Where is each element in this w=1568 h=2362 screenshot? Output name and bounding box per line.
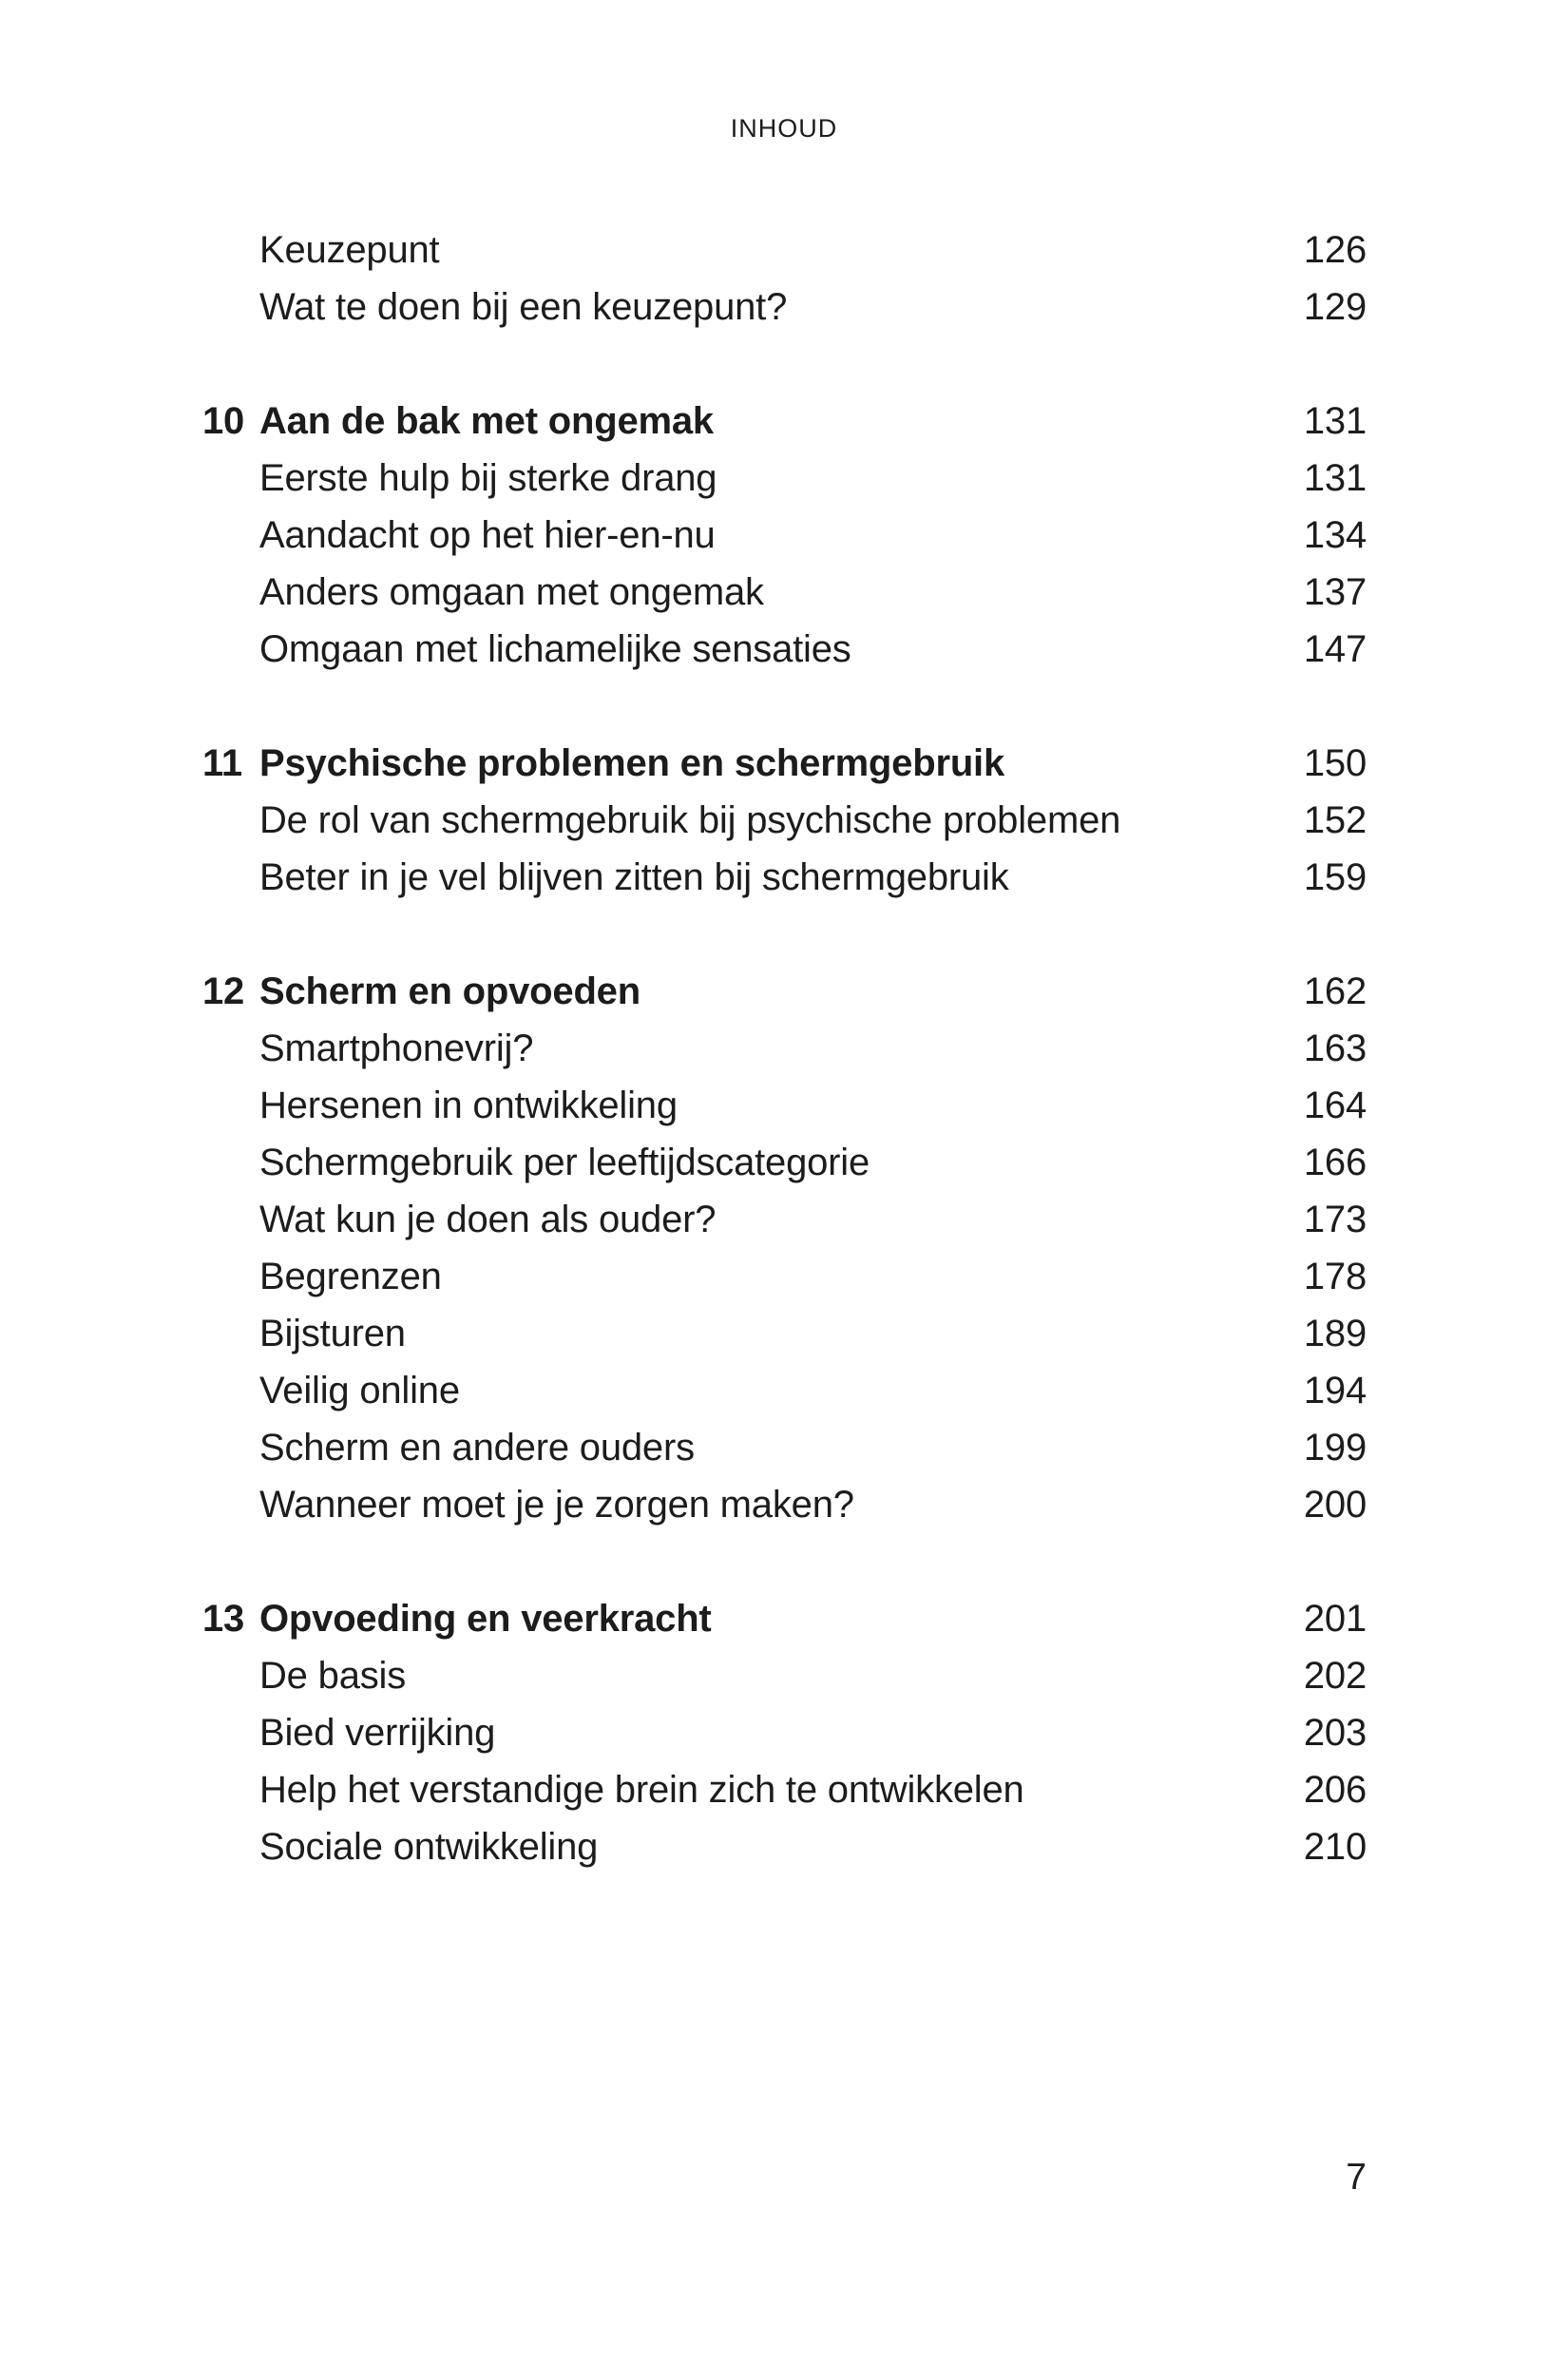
toc-entry-row xyxy=(202,621,1367,678)
entry-title: Anders omgaan met ongemak xyxy=(259,571,764,613)
entry-title: Scherm en andere ouders xyxy=(259,1427,695,1469)
entry-title: Eerste hulp bij sterke drang xyxy=(259,457,717,499)
entry-title: Wanneer moet je je zorgen maken? xyxy=(259,1484,854,1526)
toc-chapter-row xyxy=(202,1590,1367,1647)
entry-title: Help het verstandige brein zich te ontwikkelen xyxy=(259,1769,1024,1811)
chapter-number: 11 xyxy=(202,742,242,784)
toc-group xyxy=(202,963,1367,1533)
entry-page-number: 199 xyxy=(1303,1427,1367,1469)
toc-entry-row xyxy=(202,1020,1367,1077)
entry-title: Bied verrijking xyxy=(259,1712,496,1754)
entry-title: De basis xyxy=(259,1655,407,1697)
entry-page-number: 152 xyxy=(1303,799,1367,841)
entry-title: Sociale ontwikkeling xyxy=(259,1826,599,1868)
entry-page-number: 163 xyxy=(1303,1027,1367,1069)
chapter-page-number: 162 xyxy=(1303,970,1367,1012)
toc-chapter-row xyxy=(202,393,1367,450)
chapter-number: 10 xyxy=(202,400,245,442)
entry-title: Omgaan met lichamelijke sensaties xyxy=(259,628,851,670)
toc-entry-row xyxy=(202,849,1367,906)
toc-group xyxy=(202,393,1367,678)
chapter-page-number: 131 xyxy=(1303,400,1367,442)
entry-page-number: 202 xyxy=(1303,1655,1367,1697)
entry-page-number: 203 xyxy=(1303,1712,1367,1754)
toc-entry-row xyxy=(202,1077,1367,1134)
entry-title: Begrenzen xyxy=(259,1256,442,1297)
page-header: INHOUD xyxy=(730,114,838,143)
entry-title: Bijsturen xyxy=(259,1313,406,1354)
chapter-page-number: 150 xyxy=(1303,742,1367,784)
entry-title: Schermgebruik per leeftijdscategorie xyxy=(259,1142,870,1183)
entry-page-number: 137 xyxy=(1303,571,1367,613)
toc-entry-row xyxy=(202,1248,1367,1305)
chapter-title: Opvoeding en veerkracht xyxy=(259,1598,712,1640)
entry-title: Veilig online xyxy=(259,1370,460,1411)
chapter-number: 13 xyxy=(202,1598,245,1640)
toc-entry-row xyxy=(202,1647,1367,1704)
entry-page-number: 159 xyxy=(1303,856,1367,898)
table-of-contents xyxy=(202,221,1367,1875)
toc-entry-row xyxy=(202,507,1367,564)
entry-page-number: 129 xyxy=(1303,286,1367,328)
chapter-title: Aan de bak met ongemak xyxy=(259,400,714,442)
toc-entry-row xyxy=(202,1305,1367,1362)
entry-title: Smartphonevrij? xyxy=(259,1027,534,1069)
toc-entry-row xyxy=(202,1362,1367,1419)
toc-entry-row xyxy=(202,221,1367,278)
toc-entry-row xyxy=(202,450,1367,507)
entry-title: De rol van schermgebruik bij psychische problemen xyxy=(259,799,1121,841)
entry-page-number: 166 xyxy=(1303,1142,1367,1183)
toc-entry-row xyxy=(202,1761,1367,1818)
entry-title: Wat te doen bij een keuzepunt? xyxy=(259,286,788,328)
chapter-title: Scherm en opvoeden xyxy=(259,970,641,1012)
entry-title: Hersenen in ontwikkeling xyxy=(259,1085,678,1126)
toc-group xyxy=(202,1590,1367,1875)
toc-group xyxy=(202,221,1367,336)
entry-title: Aandacht op het hier-en-nu xyxy=(259,514,716,556)
toc-entry-row xyxy=(202,278,1367,336)
entry-page-number: 126 xyxy=(1303,229,1367,271)
toc-entry-row xyxy=(202,1419,1367,1476)
chapter-title: Psychische problemen en schermgebruik xyxy=(259,742,1005,784)
chapter-number: 12 xyxy=(202,970,245,1012)
toc-entry-row xyxy=(202,1191,1367,1248)
entry-page-number: 164 xyxy=(1303,1085,1367,1126)
entry-page-number: 131 xyxy=(1303,457,1367,499)
toc-chapter-row xyxy=(202,963,1367,1020)
toc-entry-row xyxy=(202,1134,1367,1191)
entry-page-number: 173 xyxy=(1303,1199,1367,1240)
entry-page-number: 134 xyxy=(1303,514,1367,556)
entry-page-number: 189 xyxy=(1303,1313,1367,1354)
toc-entry-row xyxy=(202,1476,1367,1533)
chapter-page-number: 201 xyxy=(1303,1598,1367,1640)
entry-page-number: 210 xyxy=(1303,1826,1367,1868)
entry-page-number: 147 xyxy=(1303,628,1367,670)
toc-entry-row xyxy=(202,792,1367,849)
toc-entry-row xyxy=(202,1704,1367,1761)
page-number: 7 xyxy=(1346,2157,1367,2198)
toc-chapter-row xyxy=(202,735,1367,792)
entry-title: Wat kun je doen als ouder? xyxy=(259,1199,717,1240)
toc-entry-row xyxy=(202,564,1367,621)
toc-group xyxy=(202,735,1367,906)
entry-title: Beter in je vel blijven zitten bij schermgebruik xyxy=(259,856,1009,898)
entry-page-number: 206 xyxy=(1303,1769,1367,1811)
entry-page-number: 194 xyxy=(1303,1370,1367,1411)
toc-entry-row xyxy=(202,1818,1367,1875)
entry-title: Keuzepunt xyxy=(259,229,440,271)
entry-page-number: 200 xyxy=(1303,1484,1367,1526)
entry-page-number: 178 xyxy=(1303,1256,1367,1297)
